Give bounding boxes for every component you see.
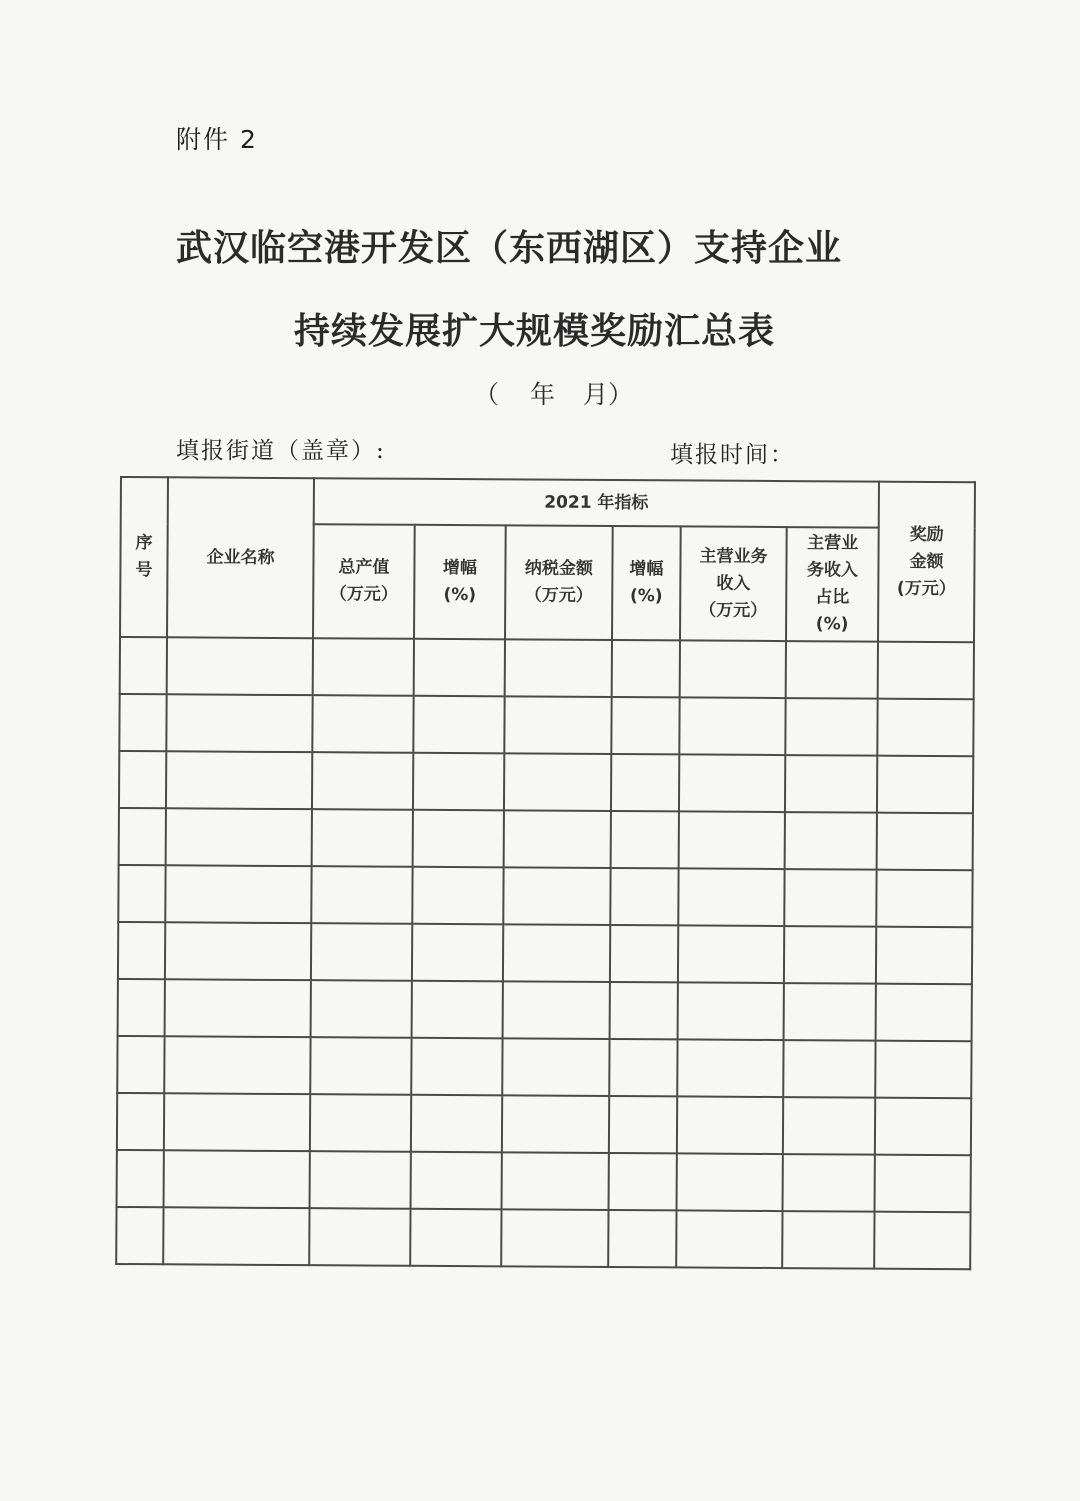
- header-tax-amount: 纳税金额 （万元）: [505, 525, 613, 640]
- header-main-revenue-ratio: 主营业 务收入 占比 (%): [786, 527, 879, 642]
- table-cell[interactable]: [166, 694, 312, 752]
- table-row: [117, 1150, 971, 1212]
- table-cell[interactable]: [678, 868, 784, 926]
- table-cell[interactable]: [609, 1153, 677, 1210]
- table-cell[interactable]: [309, 1208, 410, 1266]
- header-total-output: 总产值 （万元）: [313, 524, 415, 639]
- table-cell[interactable]: [677, 1096, 783, 1154]
- table-cell[interactable]: [117, 1093, 164, 1150]
- period-year: 年: [530, 380, 556, 409]
- table-cell[interactable]: [784, 869, 876, 927]
- table-cell[interactable]: [609, 1096, 677, 1153]
- fill-street-label: 填报街道（盖章）:: [176, 438, 386, 464]
- table-cell[interactable]: [611, 697, 679, 754]
- table-cell[interactable]: [414, 639, 505, 697]
- table-cell[interactable]: [502, 1095, 609, 1153]
- table-row: [119, 808, 973, 870]
- table-row: [118, 865, 972, 927]
- table-cell[interactable]: [678, 925, 784, 983]
- period-open-paren: （: [474, 380, 500, 409]
- table-cell[interactable]: [502, 1152, 609, 1210]
- table-cell[interactable]: [501, 1209, 608, 1267]
- table-cell[interactable]: [117, 1036, 164, 1093]
- table-cell[interactable]: [876, 870, 972, 928]
- table-cell[interactable]: [165, 865, 311, 923]
- table-cell[interactable]: [877, 756, 973, 814]
- table-cell[interactable]: [412, 867, 503, 925]
- table-row: [118, 979, 972, 1041]
- table-cell[interactable]: [874, 1212, 970, 1270]
- header-row-group: [121, 477, 975, 528]
- table-cell[interactable]: [311, 980, 412, 1038]
- period-month: 月）: [583, 380, 634, 409]
- table-cell[interactable]: [413, 810, 504, 868]
- table-cell[interactable]: [783, 1040, 875, 1098]
- table-cell[interactable]: [608, 1210, 676, 1267]
- table-cell[interactable]: [679, 697, 785, 755]
- table-cell[interactable]: [165, 922, 311, 980]
- table-cell[interactable]: [504, 753, 611, 811]
- table-cell[interactable]: [312, 809, 413, 867]
- table-cell[interactable]: [876, 984, 972, 1042]
- table-cell[interactable]: [503, 924, 610, 982]
- table-cell[interactable]: [164, 1036, 310, 1094]
- table-cell[interactable]: [877, 699, 973, 757]
- table-cell[interactable]: [784, 983, 876, 1041]
- table-cell[interactable]: [118, 922, 165, 979]
- attachment-label: 附件 2: [176, 125, 258, 154]
- table-row: [116, 1207, 970, 1269]
- table-cell[interactable]: [786, 641, 878, 699]
- table-cell[interactable]: [610, 982, 678, 1039]
- table-cell[interactable]: [502, 1038, 609, 1096]
- table-cell[interactable]: [679, 754, 785, 812]
- table-cell[interactable]: [412, 981, 503, 1039]
- table-cell[interactable]: [118, 865, 165, 922]
- table-row: [118, 922, 972, 984]
- table-cell[interactable]: [310, 1151, 411, 1209]
- table-cell[interactable]: [676, 1210, 782, 1268]
- document-title-line-2: 持续发展扩大规模奖励汇总表: [294, 310, 776, 352]
- header-2021-indicators: 2021 年指标: [314, 478, 879, 527]
- table-cell[interactable]: [410, 1209, 501, 1267]
- table-cell[interactable]: [504, 696, 611, 754]
- table-cell[interactable]: [875, 1155, 971, 1213]
- table-cell[interactable]: [503, 867, 610, 925]
- table-cell[interactable]: [120, 637, 167, 694]
- table-cell[interactable]: [610, 925, 678, 982]
- table-cell[interactable]: [311, 923, 412, 981]
- table-cell[interactable]: [411, 1038, 502, 1096]
- table-cell[interactable]: [678, 982, 784, 1040]
- table-cell[interactable]: [411, 1152, 502, 1210]
- table-cell[interactable]: [785, 755, 877, 813]
- table-cell[interactable]: [119, 751, 166, 808]
- table-row: [119, 751, 973, 813]
- table-cell[interactable]: [119, 808, 166, 865]
- header-reward-amount: 奖励 金额 (万元）: [878, 482, 975, 643]
- table-cell[interactable]: [679, 811, 785, 869]
- table-cell[interactable]: [875, 1041, 971, 1099]
- table-cell[interactable]: [412, 924, 503, 982]
- table-cell[interactable]: [311, 866, 412, 924]
- table-cell[interactable]: [119, 694, 166, 751]
- table-cell[interactable]: [312, 752, 413, 810]
- table-row: [117, 1093, 971, 1155]
- table-cell[interactable]: [783, 1154, 875, 1212]
- table-row: [117, 1036, 971, 1098]
- table-cell[interactable]: [876, 927, 972, 985]
- table-cell[interactable]: [611, 754, 679, 811]
- table-cell[interactable]: [413, 696, 504, 754]
- table-cell[interactable]: [785, 698, 877, 756]
- table-cell[interactable]: [310, 1037, 411, 1095]
- table-body: [116, 637, 974, 1269]
- table-cell[interactable]: [878, 642, 974, 700]
- table-cell[interactable]: [165, 979, 311, 1037]
- table-cell[interactable]: [166, 808, 312, 866]
- table-cell[interactable]: [116, 1207, 163, 1264]
- table-cell[interactable]: [411, 1095, 502, 1153]
- table-cell[interactable]: [313, 638, 414, 696]
- table-cell[interactable]: [166, 751, 312, 809]
- table-cell[interactable]: [117, 1150, 164, 1207]
- table-cell[interactable]: [783, 1097, 875, 1155]
- table-cell[interactable]: [680, 640, 786, 698]
- table-row: [119, 694, 973, 756]
- table-cell[interactable]: [503, 981, 610, 1039]
- table-cell[interactable]: [504, 810, 611, 868]
- header-seq: 序 号: [120, 477, 168, 637]
- table-cell[interactable]: [163, 1207, 309, 1265]
- table-cell[interactable]: [785, 812, 877, 870]
- fill-time-label: 填报时间：: [670, 442, 795, 468]
- table-cell[interactable]: [413, 753, 504, 811]
- table-cell[interactable]: [677, 1153, 783, 1211]
- table-cell[interactable]: [782, 1211, 874, 1269]
- table-cell[interactable]: [677, 1039, 783, 1097]
- table-cell[interactable]: [610, 868, 678, 925]
- table-cell[interactable]: [167, 637, 313, 695]
- table-cell[interactable]: [612, 640, 680, 697]
- table-cell[interactable]: [310, 1094, 411, 1152]
- header-tax-growth: 增幅 (%): [612, 526, 681, 640]
- header-company-name: 企业名称: [167, 477, 314, 638]
- table-cell[interactable]: [505, 639, 612, 697]
- table-cell[interactable]: [784, 926, 876, 984]
- table-cell[interactable]: [875, 1098, 971, 1156]
- summary-table: [115, 476, 976, 1270]
- table-row: [120, 637, 974, 699]
- table-cell[interactable]: [164, 1150, 310, 1208]
- table-cell[interactable]: [611, 811, 679, 868]
- table-cell[interactable]: [877, 813, 973, 871]
- header-main-business-revenue: 主营业务 收入 （万元）: [680, 526, 787, 641]
- table-cell[interactable]: [609, 1039, 677, 1096]
- document-title-line-1: 武汉临空港开发区（东西湖区）支持企业: [176, 227, 843, 269]
- table-cell[interactable]: [118, 979, 165, 1036]
- table-cell[interactable]: [312, 695, 413, 753]
- header-output-growth: 增幅 (%): [414, 525, 506, 640]
- table-cell[interactable]: [164, 1093, 310, 1151]
